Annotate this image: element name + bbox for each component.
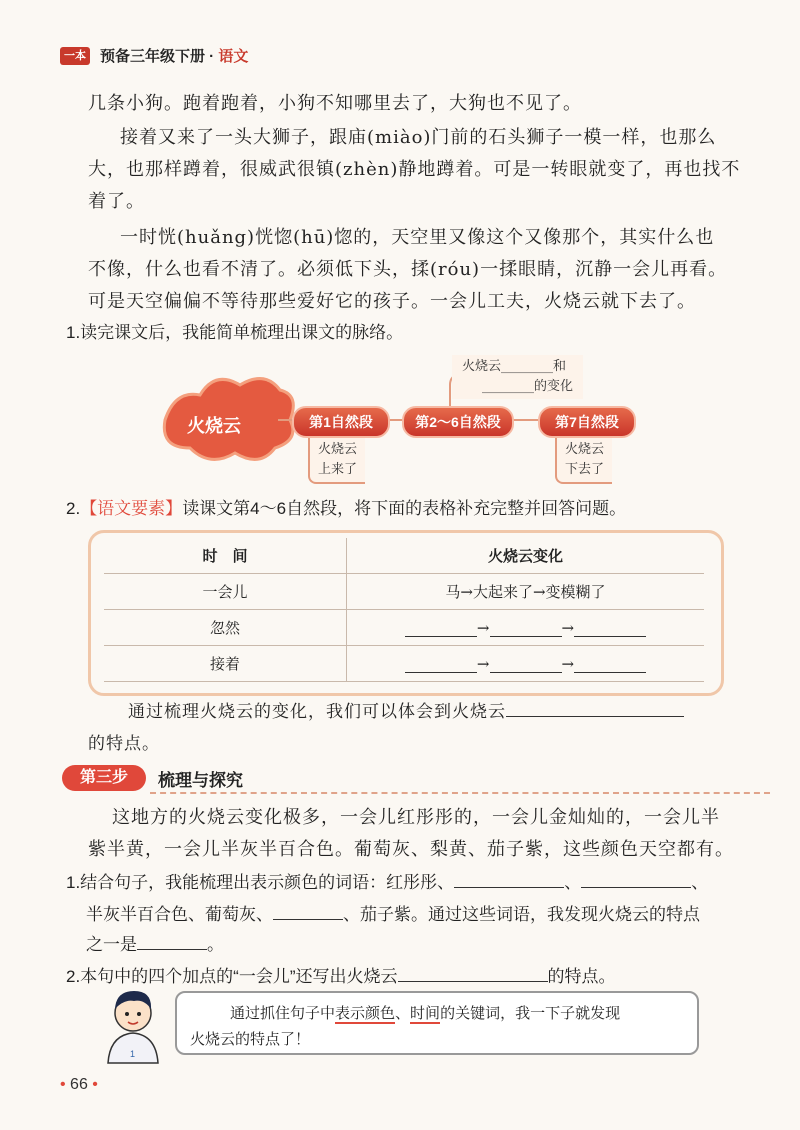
- question-text: 之一是: [86, 935, 137, 954]
- answer-blank[interactable]: [273, 901, 343, 920]
- q2-followup-end: 的特点。: [88, 734, 160, 754]
- col-header-time: 时 间: [104, 538, 347, 574]
- note-line: 火烧云________和: [462, 359, 567, 374]
- arrow: →: [476, 654, 490, 673]
- question-1: 1.读完课文后，我能简单梳理出课文的脉络。: [66, 323, 404, 342]
- question-number: 2.: [66, 499, 81, 518]
- question-text: 、茄子紫。通过这些词语，我发现火烧云的特点: [343, 905, 700, 924]
- page-header: [100, 45, 248, 66]
- answer-blank[interactable]: [574, 658, 646, 673]
- answer-blank[interactable]: [490, 622, 562, 637]
- question-text: 2.本句中的四个加点的“一会儿”还写出火烧云: [66, 967, 398, 986]
- note-line: 火烧云: [565, 442, 605, 457]
- col-header-change: 火烧云变化: [347, 538, 705, 574]
- boy-illustration: [98, 985, 168, 1065]
- table-row: [104, 610, 704, 646]
- svg-text:1: 1: [130, 1049, 136, 1059]
- note-line: 下去了: [565, 462, 605, 477]
- passage-line: 着了。: [88, 191, 145, 212]
- passage-line: 不像，什么也看不清了。必须低下头，揉(róu)一揉眼睛，沉静一会儿再看。: [88, 259, 728, 280]
- question-text: 1.结合句子，我能梳理出表示颜色的词语：红彤彤、: [66, 873, 455, 892]
- passage-line: 几条小狗。跑着跑着，小狗不知哪里去了，大狗也不见了。: [88, 93, 582, 114]
- step-question-1: [66, 868, 708, 898]
- step-badge: 第三步: [62, 765, 146, 791]
- mindmap-center: 火烧云: [187, 416, 241, 436]
- q2-followup-text: 通过梳理火烧云的变化，我们可以体会到火烧云: [128, 702, 506, 722]
- tip-highlight: 时间: [410, 1004, 441, 1022]
- mindmap-note-2: [452, 355, 583, 399]
- excerpt-line: 紫半黄，一会儿半灰半百合色。葡萄灰、梨黄、茄子紫，这些颜色天空都有。: [88, 839, 734, 860]
- cell-change: 马→大起来了→变模糊了: [347, 574, 705, 610]
- book-title: 预备三年级下册: [100, 48, 206, 65]
- page-number: • 66 •: [60, 1076, 98, 1093]
- step-question-1-line3: [86, 930, 224, 960]
- question-text: 半灰半百合色、葡萄灰、: [86, 905, 273, 924]
- element-tag: 【语文要素】: [80, 499, 183, 518]
- answer-blank[interactable]: [405, 658, 477, 673]
- passage-line: 可是天空偏偏不等待那些爱好它的孩子。一会儿工夫，火烧云就下去了。: [88, 291, 696, 312]
- step-question-1-line2: [86, 900, 700, 930]
- cloud-change-table: [104, 538, 704, 682]
- arrow: →: [561, 654, 575, 673]
- separator: 、: [691, 873, 709, 892]
- answer-blank[interactable]: [398, 963, 548, 982]
- answer-blank[interactable]: [454, 869, 564, 888]
- step-divider: [150, 792, 770, 794]
- answer-blank[interactable]: [574, 622, 646, 637]
- question-text: 。: [207, 935, 224, 954]
- table-header-row: [104, 538, 704, 574]
- passage-line: 接着又来了一头大狮子，跟庙(miào)门前的石头狮子一模一样，也那么: [120, 127, 717, 148]
- subject-label: 语文: [218, 48, 249, 65]
- question-2: [66, 494, 626, 524]
- excerpt-line: 这地方的火烧云变化极多，一会儿红彤彤的，一会儿金灿灿的，一会儿半: [112, 807, 720, 828]
- question-text: 的特点。: [547, 967, 616, 986]
- table-row: [104, 646, 704, 682]
- arrow: →: [561, 618, 575, 637]
- passage-line: 一时恍(huǎng)恍惚(hū)惚的，天空里又像这个又像那个，其实什么也: [120, 227, 715, 248]
- cell-change-blanks: [347, 610, 705, 646]
- series-logo: 一本: [60, 47, 90, 65]
- tip-text: 的关键词，我一下子就发现: [440, 1004, 621, 1022]
- answer-blank[interactable]: [405, 622, 477, 637]
- note-line: ________的变化: [482, 379, 574, 394]
- step-title: 梳理与探究: [158, 771, 243, 790]
- separator: 、: [564, 873, 582, 892]
- header-sep: ·: [205, 48, 219, 65]
- answer-blank[interactable]: [581, 869, 691, 888]
- question-text: 读课文第4～6自然段，将下面的表格补充完整并回答问题。: [182, 499, 627, 518]
- note-line: 上来了: [318, 462, 358, 477]
- tip-highlight: 表示颜色: [335, 1004, 396, 1022]
- answer-blank[interactable]: [490, 658, 562, 673]
- cell-time: 一会儿: [104, 574, 347, 610]
- passage-line: 大，也那样蹲着，很威武很镇(zhèn)静地蹲着。可是一转眼就变了，再也找不: [88, 159, 741, 180]
- mindmap-node-2: 第2～6自然段: [402, 406, 514, 438]
- cell-time: 接着: [104, 646, 347, 682]
- mindmap-note-3: [555, 438, 612, 484]
- cell-time: 忽然: [104, 610, 347, 646]
- tip-text: 通过抓住句子中: [230, 1004, 336, 1022]
- arrow: →: [476, 618, 490, 637]
- table-row: [104, 574, 704, 610]
- answer-blank[interactable]: [506, 698, 684, 717]
- q2-followup: [128, 696, 684, 728]
- mindmap-note-1: [308, 438, 365, 484]
- mindmap-node-3: 第7自然段: [538, 406, 636, 438]
- tip-text: 、: [395, 1004, 411, 1022]
- cell-change-blanks: [347, 646, 705, 682]
- mindmap-node-1: 第1自然段: [292, 406, 390, 438]
- note-line: 火烧云: [318, 442, 358, 457]
- answer-blank[interactable]: [137, 931, 207, 950]
- tip-line-2: 火烧云的特点了！: [190, 1030, 311, 1048]
- page-number-value: 66: [70, 1076, 88, 1093]
